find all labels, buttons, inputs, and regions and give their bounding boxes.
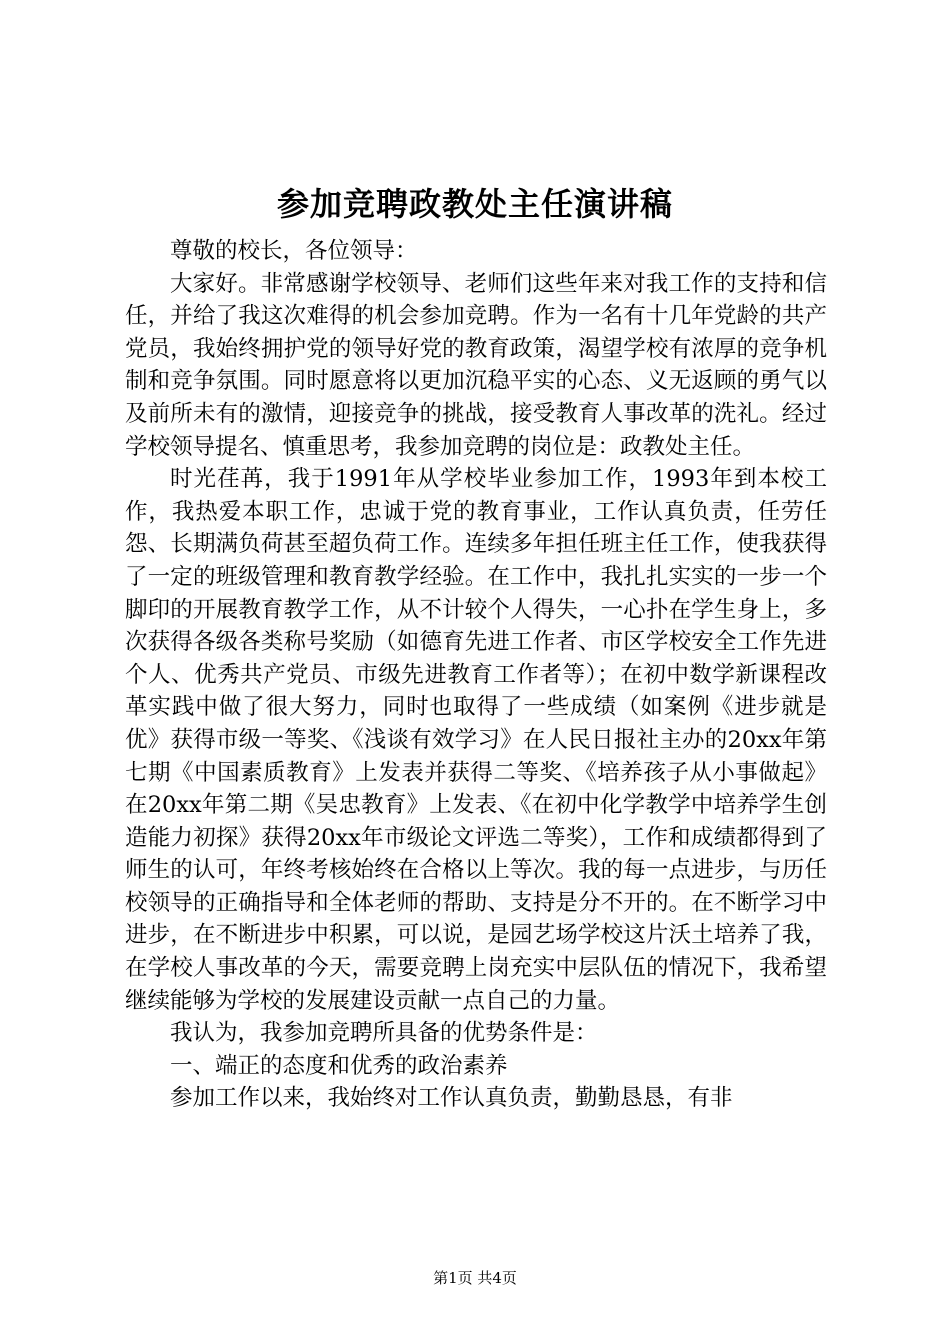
salutation-paragraph: 尊敬的校长，各位领导：: [170, 238, 418, 264]
body-paragraph-3: 我认为，我参加竞聘所具备的优势条件是：: [170, 1020, 598, 1047]
page-footer: 第1页 共4页: [433, 1269, 517, 1287]
section-heading: 一、端正的态度和优秀的政治素养: [170, 1052, 508, 1079]
document-title: 参加竞聘政教处主任演讲稿: [276, 185, 673, 223]
document-body: [125, 235, 827, 1115]
body-paragraph-4: 参加工作以来，我始终对工作认真负责，勤勤恳恳，有非: [170, 1085, 733, 1112]
body-paragraph-2: 时光荏苒，我于1991年从学校毕业参加工作，1993年到本校工作，我热爱本职工作，忠诚于党的教育事业，工作认真负责，任劳任怨、长期满负荷甚至超负荷工作。连续多年担任班主任工作，使我获得了一定的班级管理和教育教学经验。在工作中，我扎扎实实的一步一个脚印的开展教育教学工作，从不计较个人得失，一心扑在学生身上，多次获得各级各类称号奖励（如德育先进工作者、市区学校安全工作先进个人、优秀共产党员、市级先进教育工作者等）；在初中数学新课程改革实践中做了很大努力，同时也取得了一些成绩（如案例《进步就是优》获得市级一等奖、《浅谈有效学习》在人民日报社主办的20xx年第七期《中国素质教育》上发表并获得二等奖、《培养孩子从小事做起》在20xx年第二期《吴忠教育》上发表、《在初中化学教学中培养学生创造能力初探》获得20xx年市级论文评选二等奖），工作和成绩都得到了师生的认可，年终考核始终在合格以上等次。我的每一点进步，与历任校领导的正确指导和全体老师的帮助、支持是分不开的。在不断学习中进步，在不断进步中积累，可以说，是园艺场学校这片沃土培养了我，在学校人事改革的今天，需要竞聘上岗充实中层队伍的情况下，我希望继续能够为学校的发展建设贡献一点自己的力量。: [125, 466, 827, 1014]
body-paragraph-1: 大家好。非常感谢学校领导、老师们这些年来对我工作的支持和信任，并给了我这次难得的机会参加竞聘。作为一名有十几年党龄的共产党员，我始终拥护党的领导好党的教育政策，渴望学校有浓厚的竞争机制和竞争氛围。同时愿意将以更加沉稳平实的心态、义无返顾的勇气以及前所未有的激情，迎接竞争的挑战，接受教育人事改革的洗礼。经过学校领导提名、慎重思考，我参加竞聘的岗位是：政教处主任。: [125, 270, 827, 460]
